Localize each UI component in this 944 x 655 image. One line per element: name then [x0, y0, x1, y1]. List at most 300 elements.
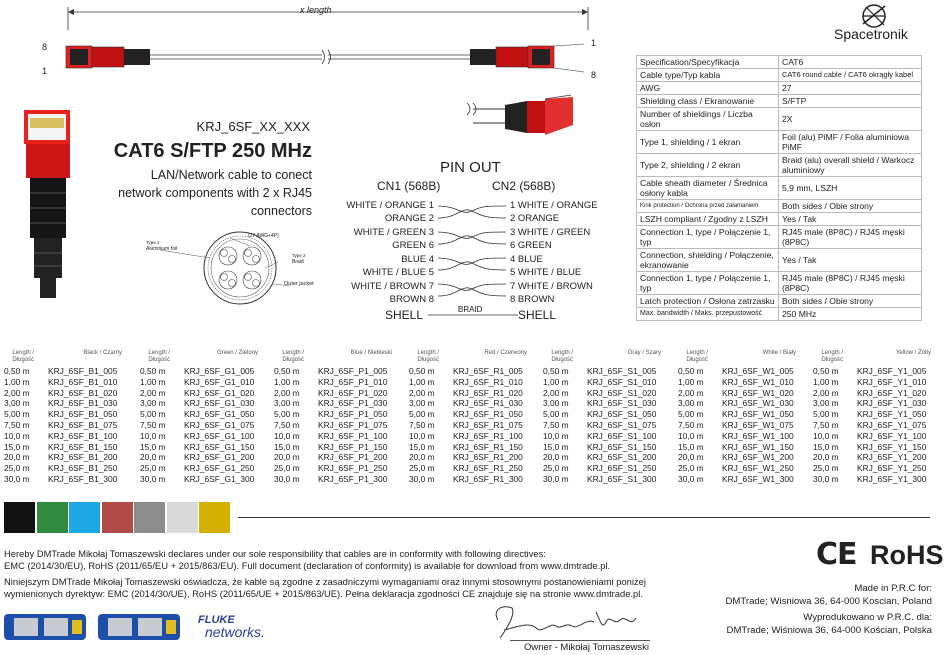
length-value: 3,00 m: [409, 398, 435, 409]
length-value: 1,00 m: [813, 376, 839, 387]
fluke-logo: FLUKE: [198, 614, 235, 626]
owner-line: [510, 640, 650, 641]
color-header: White / Biały: [762, 350, 796, 356]
spec-row: [637, 295, 922, 308]
pin-row: 3 WHITE / GREEN: [510, 227, 591, 238]
spec-row: [637, 308, 922, 321]
spec-key: AWG: [637, 82, 779, 95]
spec-value: Yes / Tak: [779, 213, 922, 226]
length-value: 5,00 m: [140, 409, 166, 420]
product-row: [409, 388, 523, 398]
product-code: KRJ_6SF_G1_150: [184, 441, 255, 452]
declaration-line: EMC (2014/30/EU), RoHS (2011/65/EU + 2015/863/EU). Full document (declaration of conformity) is available for download from www.dmtrade.pl.: [4, 559, 611, 571]
length-value: 0,50 m: [678, 366, 704, 376]
product-code: KRJ_6SF_P1_075: [318, 420, 388, 430]
product-row: [409, 409, 523, 419]
spec-value: 5,9 mm, LSZH: [779, 177, 922, 200]
product-row: [813, 366, 926, 376]
product-row: [4, 431, 117, 441]
length-value: 15,0 m: [543, 441, 569, 452]
product-row: [140, 442, 254, 452]
owner-name: Owner - Mikołaj Tomaszewski: [524, 642, 649, 653]
product-code: KRJ_6SF_B1_200: [48, 452, 118, 463]
length-header: Length / Długość: [12, 350, 34, 363]
pinout-cn1: CN1 (568B): [377, 179, 441, 193]
product-code: KRJ_6SF_P1_030: [318, 398, 388, 409]
length-value: 10,0 m: [140, 430, 166, 441]
pin-label: 1: [42, 66, 48, 76]
length-header: Length / Długość: [282, 350, 304, 363]
spec-key: Connection 1, type / Połączenie 1, typ: [637, 226, 779, 249]
product-code: KRJ_6SF_P1_300: [318, 474, 388, 484]
pin-row: 5 WHITE / BLUE: [510, 266, 582, 278]
length-value: 30,0 m: [543, 474, 569, 484]
product-code: KRJ_6SF_R1_020: [453, 387, 523, 398]
product-code: KRJ_6SF_W1_030: [722, 398, 794, 409]
product-code: KRJ_6SF_R1_050: [453, 409, 523, 420]
product-code: KRJ_6SF_G1_050: [184, 409, 255, 420]
cross-label: Braid: [292, 259, 304, 265]
product-code: KRJ_6SF_R1_300: [453, 474, 523, 484]
length-value: 7,50 m: [274, 420, 300, 430]
cross-label: (27 AWG+4P): [248, 233, 279, 239]
spec-row: [637, 69, 922, 82]
product-row: [140, 377, 254, 387]
product-code: KRJ_6SF_W1_250: [722, 463, 794, 474]
spec-row: [637, 108, 922, 131]
length-value: 25,0 m: [813, 463, 839, 474]
spec-key: Cable sheath diameter / Średnica osłony kabla: [637, 177, 779, 200]
spec-value: 27: [779, 82, 922, 95]
product-row: [4, 420, 117, 430]
product-list: [140, 350, 264, 490]
product-row: [274, 366, 387, 376]
spec-value: S/FTP: [779, 95, 922, 108]
spec-row: [637, 131, 922, 154]
product-code: KRJ_6SF_B1_050: [48, 409, 118, 420]
product-code: KRJ_6SF_G1_300: [184, 474, 255, 484]
cross-label: Type 1: [146, 240, 160, 245]
pin-row: BLUE 4: [401, 254, 434, 265]
length-value: 30,0 m: [140, 474, 166, 484]
product-row: [678, 431, 794, 441]
product-code: KRJ_6SF_W1_200: [722, 452, 794, 463]
color-header: Yellow / Żółty: [895, 350, 931, 356]
length-value: 30,0 m: [409, 474, 435, 484]
product-code: KRJ_6SF_P1_100: [318, 430, 388, 441]
length-header: Length / Długość: [148, 350, 170, 363]
color-header: Green / Zielony: [216, 350, 258, 356]
product-code: KRJ_6SF_W1_100: [722, 430, 794, 441]
declaration-line: Hereby DMTrade Mikołaj Tomaszewski declares under our sole responsibility that cables are in conformity with following directives:: [4, 548, 546, 559]
product-code: KRJ_6SF_P1_020: [318, 387, 388, 398]
cable-drawing: [0, 0, 620, 100]
length-value: 7,50 m: [813, 420, 839, 430]
length-value: 20,0 m: [813, 452, 839, 463]
length-value: 15,0 m: [409, 441, 435, 452]
length-value: 30,0 m: [678, 474, 704, 484]
product-code: KRJ_6SF_P1_250: [318, 463, 388, 474]
product-code: KRJ_6SF_G1_030: [184, 398, 255, 409]
product-code: KRJ_6SF_P1_050: [318, 409, 388, 420]
brand-name: Spacetronik: [834, 26, 908, 42]
length-value: 10,0 m: [678, 430, 704, 441]
product-row: [678, 377, 794, 387]
product-row: [678, 420, 794, 430]
length-value: 10,0 m: [409, 430, 435, 441]
pin-row: WHITE / BROWN 7: [351, 281, 434, 292]
spec-key: Latch protection / Osłona zatrzasku: [637, 295, 779, 308]
shell-right: SHELL: [518, 308, 557, 322]
product-code: KRJ_6SF_R1_010: [453, 376, 523, 387]
spec-key: Cable type/Typ kabla: [637, 69, 779, 82]
product-row: [813, 442, 926, 452]
product-row: [140, 431, 254, 441]
product-row: [678, 463, 794, 473]
length-value: 30,0 m: [4, 474, 30, 484]
product-code: KRJ_6SF_S1_020: [587, 387, 657, 398]
spec-row: [637, 82, 922, 95]
plug-side-icon: [465, 95, 580, 140]
length-value: 5,00 m: [678, 409, 704, 420]
product-code: KRJ_6SF_W1_300: [722, 474, 794, 484]
product-row: [274, 442, 387, 452]
spec-key: Type 1, shielding / 1 ekran: [637, 131, 779, 154]
pinout-cn2: CN2 (568B): [492, 179, 556, 193]
product-row: [543, 431, 656, 441]
product-code: KRJ_6SF_Y1_030: [857, 398, 927, 409]
pin-label: 1: [591, 38, 597, 48]
pinout-right: [510, 200, 620, 306]
spec-key: LSZH compliant / Zgodny z LSZH: [637, 213, 779, 226]
length-value: 2,00 m: [140, 387, 166, 398]
product-row: [4, 377, 117, 387]
product-code: KRJ_6SF_B1_075: [48, 420, 118, 430]
product-list: [4, 350, 128, 490]
length-value: 1,00 m: [140, 376, 166, 387]
pin-row: BROWN 8: [389, 293, 434, 305]
cross-label: Aluminium foil: [146, 246, 178, 252]
spec-row: [637, 272, 922, 295]
product-row: [678, 452, 794, 462]
product-row: [543, 463, 656, 473]
connector-photo: [10, 108, 85, 298]
product-code: KRJ_6SF_R1_250: [453, 463, 523, 474]
spec-value: CAT6 round cable / CAT6 okrągły kabel: [779, 69, 922, 82]
length-value: 7,50 m: [678, 420, 704, 430]
spec-value: RJ45 male (8P8C) / RJ45 męski (8P8C): [779, 272, 922, 295]
spec-key: Specification/Specyfikacja: [637, 56, 779, 69]
length-value: 10,0 m: [274, 430, 300, 441]
length-value: 2,00 m: [274, 387, 300, 398]
length-value: 5,00 m: [409, 409, 435, 420]
product-row: [4, 442, 117, 452]
pin-row: 2 ORANGE: [510, 212, 560, 224]
color-header: Blue / Niebieski: [350, 350, 392, 356]
pin-row: 1 WHITE / ORANGE: [510, 200, 598, 211]
product-row: [4, 366, 117, 376]
spec-table: [636, 55, 922, 321]
product-row: [813, 377, 926, 387]
length-header: Length / Długość: [417, 350, 439, 363]
product-row: [678, 474, 794, 484]
product-desc: LAN/Network cable to conect: [150, 168, 312, 182]
length-value: 3,00 m: [140, 398, 166, 409]
spec-value: Yes / Tak: [779, 249, 922, 272]
product-code: KRJ_6SF_S1_050: [587, 409, 657, 420]
product-row: [274, 474, 387, 484]
product-row: [813, 431, 926, 441]
shell-left: SHELL: [385, 308, 424, 322]
length-value: 5,00 m: [4, 409, 30, 420]
product-row: [813, 452, 926, 462]
product-code: KRJ_6SF_B1_020: [48, 387, 118, 398]
length-value: 10,0 m: [543, 430, 569, 441]
product-row: [274, 409, 387, 419]
product-code: KRJ_6SF_S1_250: [587, 463, 657, 474]
product-code: KRJ_6SF_Y1_250: [857, 463, 927, 474]
product-code: KRJ_6SF_W1_010: [722, 376, 794, 387]
product-code: KRJ_6SF_G1_200: [184, 452, 255, 463]
length-value: 20,0 m: [678, 452, 704, 463]
product-code: KRJ_6SF_Y1_200: [857, 452, 927, 463]
product-code: KRJ_6SF_B1_005: [48, 366, 118, 376]
spec-row: [637, 154, 922, 177]
product-row: [409, 474, 523, 484]
product-code: KRJ_6SF_S1_010: [587, 376, 657, 387]
declaration-en: [4, 548, 704, 571]
product-list: [543, 350, 667, 490]
length-value: 1,00 m: [274, 376, 300, 387]
product-row: [274, 388, 387, 398]
length-value: 3,00 m: [678, 398, 704, 409]
fluke-logo: networks.: [205, 624, 265, 640]
length-value: 20,0 m: [140, 452, 166, 463]
pinout-title: PIN OUT: [440, 159, 501, 176]
product-row: [409, 420, 523, 430]
product-row: [543, 474, 656, 484]
spec-value: Both sides / Obie strony: [779, 295, 922, 308]
product-code: KRJ_6SF_Y1_150: [857, 441, 927, 452]
length-header: Length / Długość: [551, 350, 573, 363]
length-value: 0,50 m: [813, 366, 839, 376]
product-row: [409, 366, 523, 376]
product-row: [274, 431, 387, 441]
spec-row: [637, 213, 922, 226]
product-row: [4, 452, 117, 462]
product-row: [678, 388, 794, 398]
product-code: KRJ_6SF_B1_100: [48, 430, 118, 441]
length-value: 5,00 m: [813, 409, 839, 420]
product-code: KRJ_6SF_Y1_100: [857, 430, 927, 441]
product-code: KRJ_6SF_Y1_005: [857, 366, 927, 376]
product-row: [678, 442, 794, 452]
product-list: [678, 350, 802, 490]
signature: [490, 600, 640, 642]
product-code: KRJ_6SF_G1_075: [184, 420, 255, 430]
product-code: KRJ_6SF_Y1_010: [857, 376, 927, 387]
product-code: KRJ_6SF_Y1_300: [857, 474, 927, 484]
braid-label: BRAID: [458, 305, 483, 314]
product-row: [678, 398, 794, 408]
spec-row: [637, 200, 922, 213]
length-header: Length / Długość: [686, 350, 708, 363]
spec-row: [637, 226, 922, 249]
length-value: 2,00 m: [813, 387, 839, 398]
braid-line: [428, 310, 518, 318]
length-value: 30,0 m: [274, 474, 300, 484]
spec-key: Connection, shielding / Połączenie, ekranowanie: [637, 249, 779, 272]
length-value: 3,00 m: [813, 398, 839, 409]
length-value: 30,0 m: [813, 474, 839, 484]
spec-key: Connection 1, type / Połączenie 1, typ: [637, 272, 779, 295]
ce-mark: CE: [816, 537, 857, 572]
length-value: 3,00 m: [4, 398, 30, 409]
product-list: [274, 350, 398, 490]
length-value: 0,50 m: [409, 366, 435, 376]
product-row: [140, 474, 254, 484]
product-row: [140, 420, 254, 430]
product-code: KRJ_6SF_R1_150: [453, 441, 523, 452]
color-header: Red / Czerwony: [484, 350, 527, 356]
product-row: [4, 409, 117, 419]
color-swatch: [4, 502, 35, 533]
product-code: KRJ_6SF_G1_005: [184, 366, 255, 376]
pin-row: 4 BLUE: [510, 254, 543, 265]
length-value: 25,0 m: [140, 463, 166, 474]
made-in-line: Wyprodukowano w P.R.C. dla:: [803, 612, 932, 623]
product-code: KRJ_6SF_XX_XXX: [196, 119, 310, 134]
length-value: 20,0 m: [4, 452, 30, 463]
spec-key: Shielding class / Ekranowanie: [637, 95, 779, 108]
cable-cross-section: [140, 228, 320, 308]
divider: [238, 517, 930, 518]
product-code: KRJ_6SF_S1_075: [587, 420, 657, 430]
color-header: Gray / Szary: [627, 350, 661, 356]
length-value: 2,00 m: [4, 387, 30, 398]
spec-value: 2X: [779, 108, 922, 131]
length-value: 1,00 m: [4, 376, 30, 387]
spec-key: Max. bandwidth / Maks. przepustowość: [637, 308, 779, 321]
length-value: 2,00 m: [678, 387, 704, 398]
cross-label: Type 2: [292, 253, 306, 258]
length-value: 15,0 m: [274, 441, 300, 452]
product-row: [409, 377, 523, 387]
length-value: 25,0 m: [543, 463, 569, 474]
pin-label: 8: [591, 70, 597, 80]
rohs-mark: RoHS: [870, 540, 944, 570]
pinout-wires: [434, 200, 510, 304]
product-row: [409, 452, 523, 462]
product-code: KRJ_6SF_G1_010: [184, 376, 255, 387]
product-code: KRJ_6SF_B1_150: [48, 441, 118, 452]
length-value: 20,0 m: [409, 452, 435, 463]
product-list: [813, 350, 937, 490]
product-row: [409, 398, 523, 408]
length-value: 7,50 m: [409, 420, 435, 430]
length-value: 1,00 m: [543, 376, 569, 387]
declaration-line: wymienionych dyrektyw: EMC (2014/30/UE), RoHS (2011/65/UE + 2015/863/UE). Pełna deklaracja zgodności CE znajduje się na stronie www.dmtrade.pl.: [4, 587, 643, 599]
pin-label: 8: [42, 42, 48, 52]
product-row: [4, 388, 117, 398]
pin-row: GREEN 6: [392, 239, 434, 251]
spec-value: Braid (alu) overall shield / Warkocz aluminiowy: [779, 154, 922, 177]
length-value: 0,50 m: [274, 366, 300, 376]
length-value: 0,50 m: [140, 366, 166, 376]
length-label: x length: [300, 5, 332, 15]
length-value: 25,0 m: [274, 463, 300, 474]
declaration-line: Niniejszym DMTrade Mikołaj Tomaszewski oświadcza, że kable są zgodne z zasadniczymi wymaganiami oraz innymi stosownymi postanowieniami poniżej: [4, 576, 646, 587]
product-list: [409, 350, 533, 490]
product-code: KRJ_6SF_W1_075: [722, 420, 794, 430]
length-value: 10,0 m: [4, 430, 30, 441]
spec-key: Kink protection / Ochrona przed załamaniem: [637, 200, 779, 213]
length-value: 15,0 m: [4, 441, 30, 452]
product-row: [140, 452, 254, 462]
product-row: [813, 474, 926, 484]
length-value: 25,0 m: [678, 463, 704, 474]
length-value: 5,00 m: [543, 409, 569, 420]
product-row: [543, 388, 656, 398]
product-code: KRJ_6SF_R1_200: [453, 452, 523, 463]
spec-value: 250 MHz: [779, 308, 922, 321]
spec-row: [637, 249, 922, 272]
color-swatch: [134, 502, 165, 533]
product-row: [4, 463, 117, 473]
product-code: KRJ_6SF_B1_300: [48, 474, 118, 484]
length-value: 25,0 m: [4, 463, 30, 474]
product-code: KRJ_6SF_P1_005: [318, 366, 388, 376]
product-desc: connectors: [250, 204, 312, 218]
product-row: [543, 452, 656, 462]
product-code: KRJ_6SF_R1_100: [453, 430, 523, 441]
product-row: [543, 377, 656, 387]
length-value: 10,0 m: [813, 430, 839, 441]
product-row: [678, 409, 794, 419]
spec-value: Foil (alu) PiMF / Folia aluminiowa PiMF: [779, 131, 922, 154]
product-code: KRJ_6SF_S1_100: [587, 430, 657, 441]
product-code: KRJ_6SF_S1_005: [587, 366, 657, 376]
product-code: KRJ_6SF_W1_150: [722, 441, 794, 452]
product-code: KRJ_6SF_S1_150: [587, 441, 657, 452]
product-code: KRJ_6SF_G1_020: [184, 387, 255, 398]
product-row: [813, 398, 926, 408]
length-value: 5,00 m: [274, 409, 300, 420]
spec-row: [637, 56, 922, 69]
spec-value: CAT6: [779, 56, 922, 69]
product-code: KRJ_6SF_R1_075: [453, 420, 523, 430]
product-code: KRJ_6SF_S1_300: [587, 474, 657, 484]
product-row: [813, 388, 926, 398]
length-value: 15,0 m: [140, 441, 166, 452]
pin-row: 8 BROWN: [510, 293, 555, 305]
product-code: KRJ_6SF_R1_030: [453, 398, 523, 409]
product-code: KRJ_6SF_S1_200: [587, 452, 657, 463]
color-swatch: [199, 502, 230, 533]
product-code: KRJ_6SF_G1_250: [184, 463, 255, 474]
color-swatch: [37, 502, 68, 533]
product-row: [4, 398, 117, 408]
product-row: [409, 442, 523, 452]
product-row: [274, 398, 387, 408]
product-code: KRJ_6SF_W1_050: [722, 409, 794, 420]
product-row: [409, 431, 523, 441]
color-header: Black / Czarny: [83, 350, 122, 356]
length-value: 1,00 m: [409, 376, 435, 387]
spec-key: Number of shieldings / Liczba osłon: [637, 108, 779, 131]
length-header: Length / Długość: [821, 350, 843, 363]
product-code: KRJ_6SF_R1_005: [453, 366, 523, 376]
